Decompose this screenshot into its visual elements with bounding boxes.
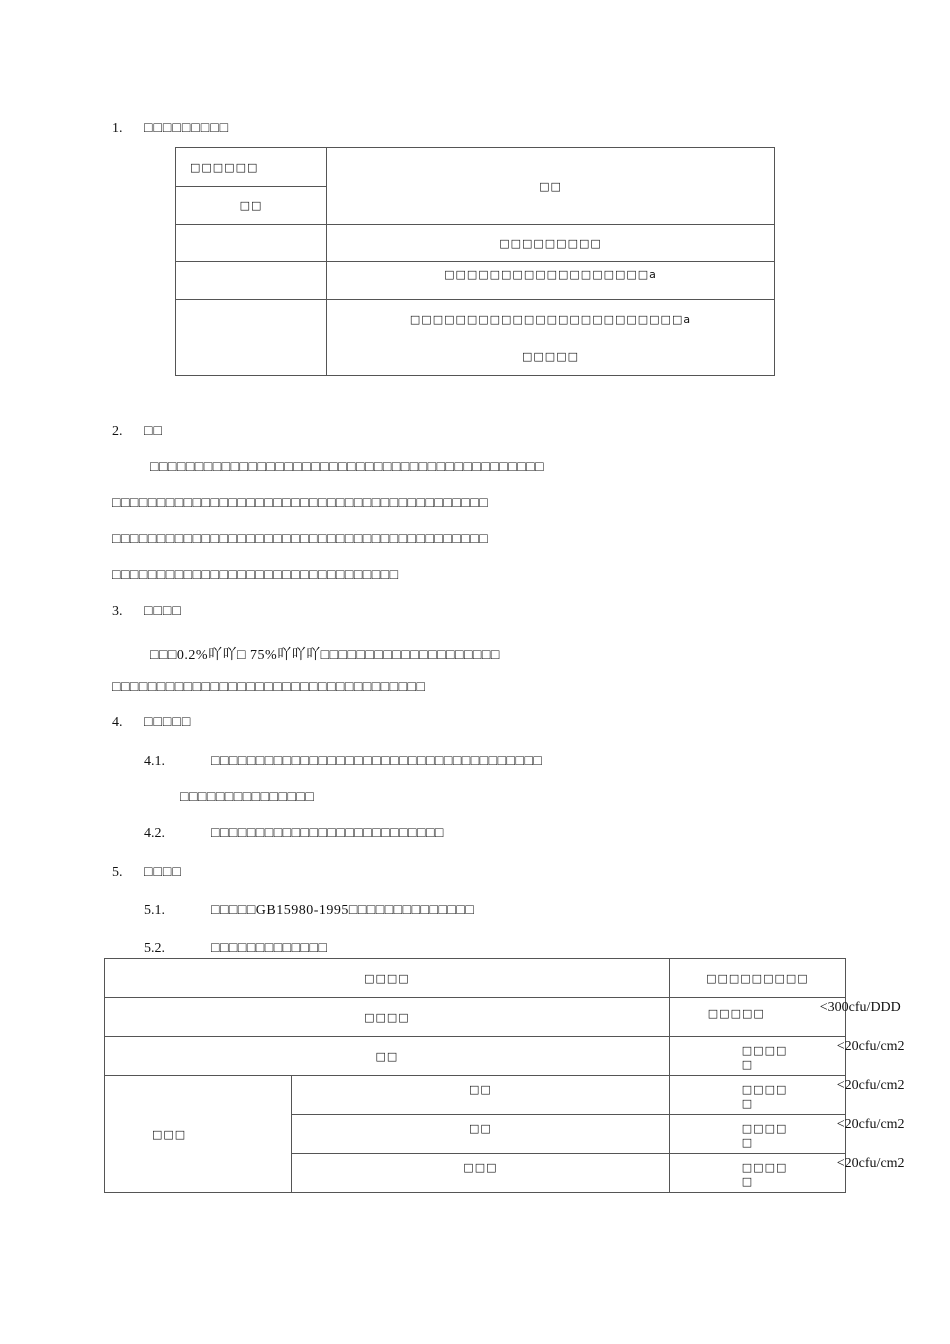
table2-row-5-label: □□□□ □ xyxy=(741,1161,788,1188)
section-4-1-text: □□□□□□□□□□□□□□□□□□□□□□□□□□□□□□□□□□□□□ xyxy=(211,754,543,769)
section-5-2-text: □□□□□□□□□□□□□ xyxy=(211,941,328,956)
table2-row-5-name: □□□ xyxy=(463,1160,498,1174)
table1-row-3b: □□□□□ xyxy=(522,349,579,363)
table2-row-3-name: □□ xyxy=(468,1082,492,1096)
table1-header-1: □□□□□□ xyxy=(190,160,259,174)
section-2-line-2: □□□□□□□□□□□□□□□□□□□□□□□□□□□□□□□□□□□□□□□□□□ xyxy=(112,496,489,511)
section-1-table xyxy=(175,147,775,376)
section-5-2-number: 5.2. xyxy=(144,941,165,956)
section-4-2-number: 4.2. xyxy=(144,826,165,841)
section-2-number: 2. xyxy=(112,424,123,439)
table2-header-2: □□□□□□□□□ xyxy=(706,971,809,985)
table2-row-5-value: <20cfu/cm2 xyxy=(836,1156,905,1171)
section-3-line-1: □□□0.2%吖吖□ 75%吖吖吖□□□□□□□□□□□□□□□□□□□□ xyxy=(150,648,500,663)
section-5-table xyxy=(104,958,905,1193)
section-5-1-text: □□□□□GB15980-1995□□□□□□□□□□□□□□ xyxy=(211,903,475,918)
section-3-title: □□□□ xyxy=(144,604,182,619)
table2-row-4-value: <20cfu/cm2 xyxy=(836,1117,905,1132)
table1-header-2: □□ xyxy=(239,199,263,212)
table2-row-1-value: <300cfu/DDD xyxy=(819,1000,901,1015)
table2-row-2-label: □□□□ □ xyxy=(741,1044,788,1071)
section-2-line-1: □□□□□□□□□□□□□□□□□□□□□□□□□□□□□□□□□□□□□□□□□□□□ xyxy=(150,460,545,475)
table1-header-3: □□ xyxy=(539,179,562,193)
table2-row-2-value: <20cfu/cm2 xyxy=(836,1039,905,1054)
section-4-number: 4. xyxy=(112,715,123,730)
section-1-title: □□□□□□□□□ xyxy=(144,121,230,136)
table2-group-label: □□□ xyxy=(152,1127,187,1141)
section-4-title: □□□□□ xyxy=(144,715,192,730)
section-2-line-3: □□□□□□□□□□□□□□□□□□□□□□□□□□□□□□□□□□□□□□□□□□ xyxy=(112,532,489,547)
table2-header-1: □□□□ xyxy=(364,971,410,985)
section-5-title: □□□□ xyxy=(144,865,182,880)
table1-row-3a: □□□□□□□□□□□□□□□□□□□□□□□□a xyxy=(409,312,692,326)
section-3-line-2: □□□□□□□□□□□□□□□□□□□□□□□□□□□□□□□□□□□ xyxy=(112,680,426,695)
table2-row-4-name: □□ xyxy=(468,1121,492,1135)
section-1-number: 1. xyxy=(112,121,123,136)
section-2-line-4: □□□□□□□□□□□□□□□□□□□□□□□□□□□□□□□□ xyxy=(112,568,399,583)
section-4-1-continuation: □□□□□□□□□□□□□□□ xyxy=(180,790,315,805)
table2-row-1-name: □□□□ xyxy=(364,1010,410,1024)
table2-row-3-label: □□□□ □ xyxy=(741,1083,788,1110)
section-4-1-number: 4.1. xyxy=(144,754,165,769)
table1-row-1: □□□□□□□□□ xyxy=(499,236,602,250)
section-2-title: □□ xyxy=(144,424,163,439)
section-5-number: 5. xyxy=(112,865,123,880)
table2-row-4-label: □□□□ □ xyxy=(741,1122,788,1149)
table1-row-2: □□□□□□□□□□□□□□□□□□a xyxy=(444,268,657,281)
table2-row-2-name: □□ xyxy=(375,1049,399,1063)
table2-row-3-value: <20cfu/cm2 xyxy=(836,1078,905,1093)
section-4-2-text: □□□□□□□□□□□□□□□□□□□□□□□□□□ xyxy=(211,826,444,841)
section-5-1-number: 5.1. xyxy=(144,903,165,918)
table2-row-1-label: □□□□□ xyxy=(707,1007,765,1020)
section-3-number: 3. xyxy=(112,604,123,619)
